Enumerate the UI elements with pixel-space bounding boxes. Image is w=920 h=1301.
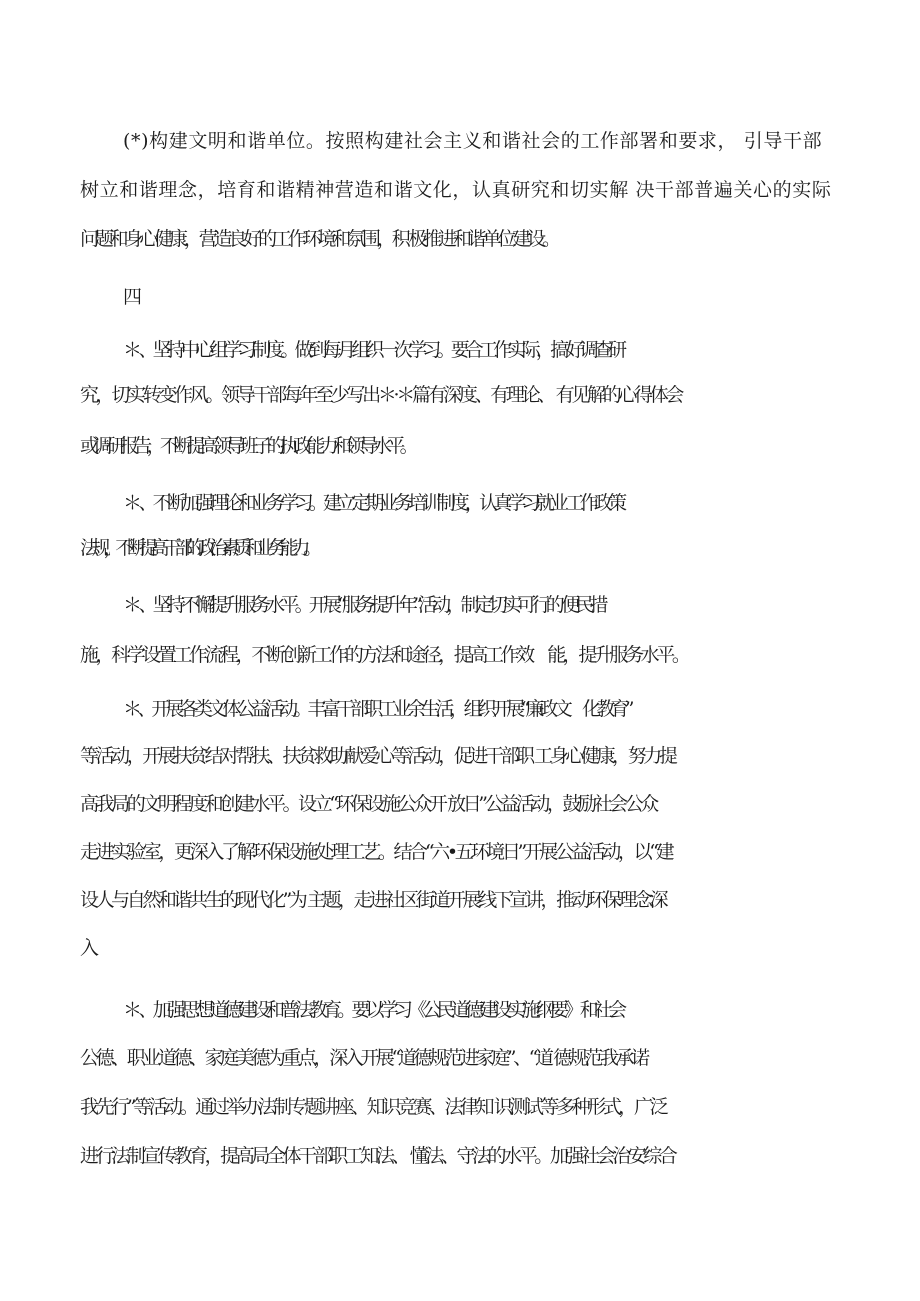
paragraph-public-activities-line-3: 高我局的文明程度和创建水平。设立“环保设施公众开 放日”公益活动，鼓励社会公众 (80, 793, 656, 815)
section-heading-measures (123, 285, 843, 309)
paragraph-harmonious-unit-line-2: 树立和谐理念，培育和谐精神营造和谐文化，认真研究和切实解 决干部普遍关心的实际 (80, 179, 832, 201)
paragraph-theory-study-line-2: 法规，不断提高干部的政治素质和业务能力。 (80, 537, 316, 559)
paragraph-service-level-line-2: 施，科学设置工作流程，不断创新工作的方法和途径，提高工作效 能，提升服务水平。 (80, 644, 688, 666)
paragraph-moral-education-line-4: 进行法制宣传教育，提高局全体干部职工知法、 懂法、守法的水平。加强社会治安综合 (80, 1145, 675, 1167)
paragraph-service-level-line-1: ＊ 、坚持不懈提升服务水平。开展“服务提升年”活动，制定切实可行的 便民措 (123, 594, 604, 616)
paragraph-harmonious-unit-line-1: (*)构建文明和谐单位。按照构建社会主义和谐社会的工作部署和要求， 引导干部 (123, 130, 823, 152)
paragraph-public-activities-line-2: 等活动，开展扶贫结对帮扶、扶贫救助献爱心等活动，促进干部职 工身心健康，努力提 (80, 745, 675, 767)
paragraph-theory-study-line-1: ＊ 、不断加强理论和业务学习。建立定期业务培训制度，认真学习就业 工作政策 (123, 492, 623, 514)
paragraph-public-activities-line-4: 走进实验室，更深入了解环保设施处理工艺。结合“六•五环境日”开展公益活动，以“建 (80, 841, 672, 863)
paragraph-public-activities-line-5: 设人与自然和谐共生的现代化”为 主题，走进社区街道开展线下宣讲，推动环保理念深 (80, 889, 666, 911)
paragraph-moral-education-line-1: ＊ 、加强思想道德建设和普法教育。要以学习《公民道德建设实施纲要》 和社会 (123, 999, 623, 1021)
paragraph-study-system-line-2: 究，切实转变作风。领导干部每年至少写出＊·＊篇有深度、有理论、 有见解的心得体会 (80, 384, 682, 406)
paragraph-public-activities-line-1: ＊、开展各类文体公益活动。丰富干部职工业余生活，组织开展“廉政文 化教育” (123, 698, 630, 720)
paragraph-moral-education-line-2: 公德、职业道德、家庭美德为重点，深入开展“道德规范进家庭”、“道 德规范我承诺 (80, 1047, 647, 1069)
paragraph-study-system-line-1: ＊ 、坚持中心组学习制度。做到每月组织一次学习。要合工作实际，搞 好调查研 (123, 339, 623, 361)
paragraph-moral-education-line-3: 我先行”等活动。通过举办法制专题讲座、知识竞赛、法律知 识测试等多种形式，广泛 (80, 1096, 666, 1118)
paragraph-study-system-line-3: 或调研报告，不断提高领导班子的执政能力和领导水平。 (80, 435, 414, 457)
paragraph-public-activities-line-6 (80, 936, 843, 960)
paragraph-harmonious-unit-line-3: 问题和身心健康，营造良好的工作环境和氛围，积 极推进和谐单位建设。 (80, 228, 557, 250)
